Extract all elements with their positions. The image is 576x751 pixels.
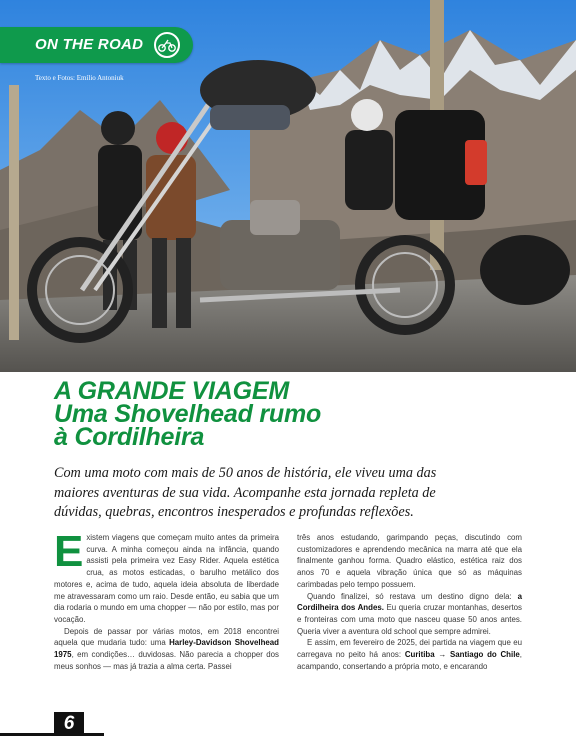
motorcycle-badge-icon bbox=[154, 32, 180, 58]
pole-left bbox=[9, 85, 19, 340]
folio-rule bbox=[0, 733, 104, 736]
paragraph-2 bbox=[54, 626, 279, 673]
photo-credit: Texto e Fotos: Emílio Antoniuk bbox=[35, 74, 124, 82]
article-standfirst: Com uma moto com mais de 50 anos de história, ele viveu uma das maiores aventuras de sua vida. Acompanhe esta jornada repleta de dúvidas, quebras, encontros inesperados e profundas reflexões. bbox=[54, 465, 437, 520]
fuel-can bbox=[465, 140, 487, 185]
page-number: 6 bbox=[54, 712, 84, 736]
paragraph-5-text-b: , acampando, consertando a própria moto, e encarando bbox=[297, 650, 522, 671]
paragraph-5 bbox=[297, 637, 522, 672]
body-column-right bbox=[297, 532, 522, 672]
paragraph-4 bbox=[297, 591, 522, 638]
body-column-left bbox=[54, 527, 279, 672]
drop-cap: E bbox=[54, 527, 84, 576]
bike-model: Harley-Davidson Shovelhead 1975 bbox=[54, 638, 279, 660]
paragraph-2-text-a: Depois de passar por várias motos, em 2018 encontrei aquela que mudaria tudo: uma bbox=[54, 626, 279, 648]
section-label: ON THE ROAD bbox=[35, 36, 144, 53]
paragraph-5-text-a: E assim, em fevereiro de 2025, dei partida na viagem que eu carregava no peito há anos: bbox=[297, 638, 522, 660]
paragraph-3: três anos estudando, garimpando peças, discutindo com customizadores e aprendendo mecânica na marra até que ela finalmente ganhou forma. Quadro elástico, estética raiz dos anos 70 e aquela vibração única que só as máquinas carimbadas pelo tempo possuem. bbox=[297, 533, 522, 589]
second-motorcycle bbox=[480, 235, 570, 305]
destination: a Cordilheira dos Andes. bbox=[297, 591, 522, 613]
paragraph-1-text: xistem viagens que começam muito antes da primeira curva. A minha começou ainda na infância, quando assisti pela primeira vez Easy Rider. Aquela estética crua, as motos esticadas, o barulho metálico dos motores e, acima de tudo, aquela ideia absoluta de liberdade me atravessaram como um raio. Desde então, eu sabia que um dia rodaria o mundo em uma chopper — não por estilo, mas por vocação. bbox=[54, 533, 279, 624]
headline-line-3: à Cordilheira bbox=[54, 423, 205, 451]
route: Curitiba → Santiago do Chile bbox=[404, 650, 520, 660]
article-headline bbox=[54, 377, 474, 451]
paragraph-2-text-b: , em condições… duvidosas. Não parecia a chopper dos meus sonhos — mas já trazia a alma certa. Passei bbox=[54, 650, 279, 671]
hero-photo bbox=[0, 0, 576, 372]
paragraph-4-text-b: Eu queria cruzar montanhas, desertos e fronteiras com uma moto que nasceu quase 50 anos antes. Queria viver a aventura old school que sempre admirei. bbox=[297, 603, 522, 636]
motorcycle-glyph bbox=[156, 34, 178, 56]
paragraph-1 bbox=[54, 527, 279, 626]
section-banner bbox=[0, 27, 193, 63]
headline-line-2: Uma Shovelhead rumo bbox=[54, 400, 322, 428]
paragraph-4-text-a: Quando finalizei, só restava um destino digno dela: bbox=[307, 591, 518, 601]
headline-line-1: A GRANDE VIAGEM bbox=[54, 377, 289, 405]
